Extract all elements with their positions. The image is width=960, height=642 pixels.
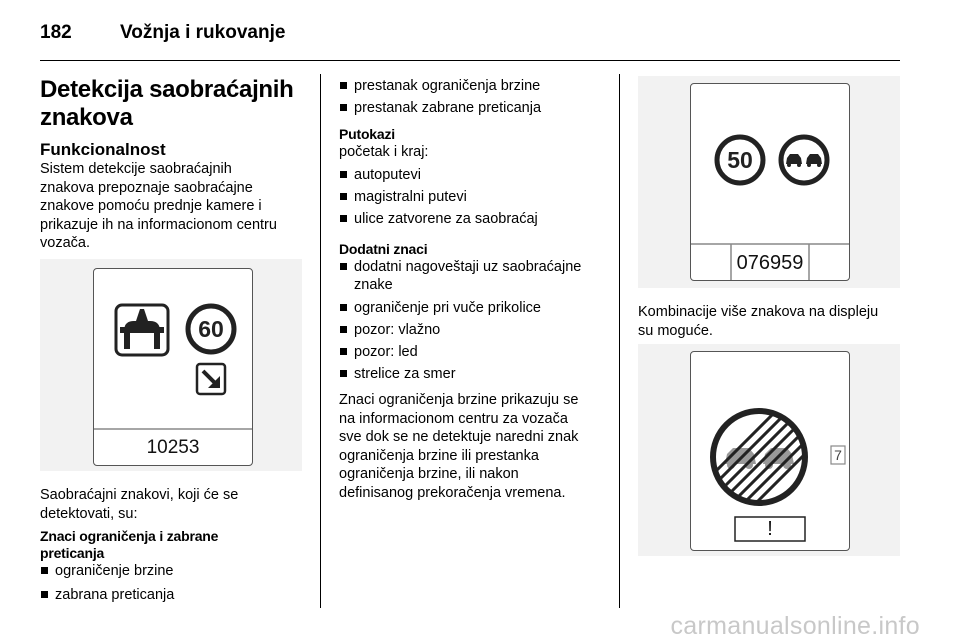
list-item bbox=[339, 299, 614, 317]
dodatni-block bbox=[339, 241, 614, 387]
list-item-text: magistralni putevi bbox=[354, 188, 467, 205]
bullet-icon bbox=[340, 104, 347, 111]
putokazi-block bbox=[339, 126, 614, 232]
no-overtaking-sign-icon bbox=[781, 137, 827, 183]
group1-heading-line: preticanja bbox=[40, 545, 105, 561]
after-figure-line: Saobraćajni znakovi, koji će se bbox=[40, 487, 239, 503]
figure-3-warning-mark: ! bbox=[767, 518, 773, 540]
figure-2-caption bbox=[638, 303, 908, 340]
figure-2-graphic bbox=[691, 84, 849, 280]
bullet-icon bbox=[340, 304, 347, 311]
list-item-text: dodatni nagoveštaji uz saobraćajne bbox=[354, 259, 582, 275]
column-divider-1 bbox=[320, 74, 321, 608]
direction-arrow-icon bbox=[197, 364, 225, 394]
bullet-icon bbox=[340, 263, 347, 270]
end-of-no-overtaking-sign-icon bbox=[703, 396, 827, 520]
bullet-icon bbox=[340, 193, 347, 200]
list-item bbox=[339, 321, 614, 339]
bullet-icon bbox=[340, 326, 347, 333]
group1-heading bbox=[40, 528, 315, 562]
figure-1-speed-value: 60 bbox=[198, 316, 224, 342]
subheading-funkcionalnost: Funkcionalnost bbox=[40, 140, 166, 159]
running-header: Vožnja i rukovanje bbox=[120, 22, 286, 43]
putokazi-heading: Putokazi bbox=[339, 126, 395, 142]
list-item bbox=[40, 562, 315, 580]
bullet-icon bbox=[41, 567, 48, 574]
list-item-text: zabrana preticanja bbox=[55, 587, 175, 603]
paragraph-line: na informacionom centru za vozača bbox=[339, 410, 568, 427]
section-title bbox=[40, 76, 310, 132]
intro-paragraph bbox=[40, 160, 315, 253]
list-item-text: pozor: vlažno bbox=[354, 322, 441, 338]
bullet-icon bbox=[340, 215, 347, 222]
figure-3-display bbox=[690, 351, 850, 551]
paragraph-line: definisanog prekoračenja vremena. bbox=[339, 484, 566, 501]
paragraph-line: sve dok se ne detektuje naredni znak bbox=[339, 429, 579, 445]
paragraph-line: ograničenja brzine, ili nakon bbox=[339, 466, 519, 482]
list-item bbox=[339, 210, 614, 228]
list-item-text: strelice za smer bbox=[354, 366, 456, 382]
bullet-icon bbox=[41, 591, 48, 598]
list-item-text: ulice zatvorene za saobraćaj bbox=[354, 210, 538, 227]
list-item-text: ograničenje brzine bbox=[55, 563, 174, 579]
caption-line: su moguće. bbox=[638, 322, 713, 339]
list-item bbox=[339, 343, 614, 361]
paragraph-line: Znaci ograničenja brzine prikazuju se bbox=[339, 392, 579, 408]
intro-block bbox=[40, 140, 315, 253]
speed-info-paragraph bbox=[339, 391, 614, 502]
bullet-icon bbox=[340, 82, 347, 89]
list-item-text: prestanak zabrane preticanja bbox=[354, 100, 542, 116]
list-item bbox=[339, 77, 614, 95]
figure-1-graphic bbox=[94, 269, 252, 465]
figure-1-display bbox=[93, 268, 253, 466]
bullet-icon bbox=[340, 370, 347, 377]
list-item bbox=[339, 188, 614, 206]
figure-2-speed-value: 50 bbox=[727, 147, 753, 173]
list-item-text: ograničenje pri vuče prikolice bbox=[354, 300, 541, 316]
list-item-text: znake bbox=[354, 277, 393, 293]
figure-2-code: 076959 bbox=[736, 252, 804, 274]
bullet-icon bbox=[340, 171, 347, 178]
section-title-line-2: znakova bbox=[40, 104, 133, 131]
motorway-sign-icon bbox=[116, 305, 168, 355]
list-item bbox=[339, 258, 614, 294]
intro-line: znakove pomoću prednje kamere i bbox=[40, 198, 262, 214]
intro-line: znakova prepoznaje saobraćajne bbox=[40, 179, 253, 196]
dodatni-heading: Dodatni znaci bbox=[339, 241, 428, 257]
figure-1-code: 10253 bbox=[146, 437, 200, 458]
group1-heading-line: Znaci ograničenja i zabrane bbox=[40, 528, 219, 544]
list-item bbox=[339, 365, 614, 383]
bullet-icon bbox=[340, 348, 347, 355]
section-title-line-1: Detekcija saobraćajnih bbox=[40, 76, 294, 103]
paragraph-line: ograničenja brzine ili prestanka bbox=[339, 447, 539, 464]
after-figure-text bbox=[40, 486, 315, 523]
intro-line: prikazuje ih na informacionom centru bbox=[40, 216, 277, 233]
caption-line: Kombinacije više znakova na displeju bbox=[638, 304, 879, 320]
intro-line: Sistem detekcije saobraćajnih bbox=[40, 161, 232, 177]
header-rule bbox=[40, 60, 900, 61]
watermark: carmanualsonline.info bbox=[670, 612, 920, 640]
list-item bbox=[339, 166, 614, 184]
page-number: 182 bbox=[40, 22, 72, 43]
figure-2-display bbox=[690, 83, 850, 281]
putokazi-subtext: početak i kraj: bbox=[339, 144, 429, 160]
list-item-text: prestanak ograničenja brzine bbox=[354, 78, 541, 94]
column-divider-2 bbox=[619, 74, 620, 608]
figure-3-superscript: 7 bbox=[834, 447, 842, 463]
list-item-text: autoputevi bbox=[354, 166, 421, 183]
list-item bbox=[40, 586, 315, 604]
list-item bbox=[339, 99, 614, 117]
col2-continued-list bbox=[339, 77, 614, 121]
list-item-text: pozor: led bbox=[354, 344, 418, 360]
after-figure-line: detektovati, su: bbox=[40, 505, 138, 522]
intro-line: vozača. bbox=[40, 235, 90, 251]
group1 bbox=[40, 528, 315, 608]
